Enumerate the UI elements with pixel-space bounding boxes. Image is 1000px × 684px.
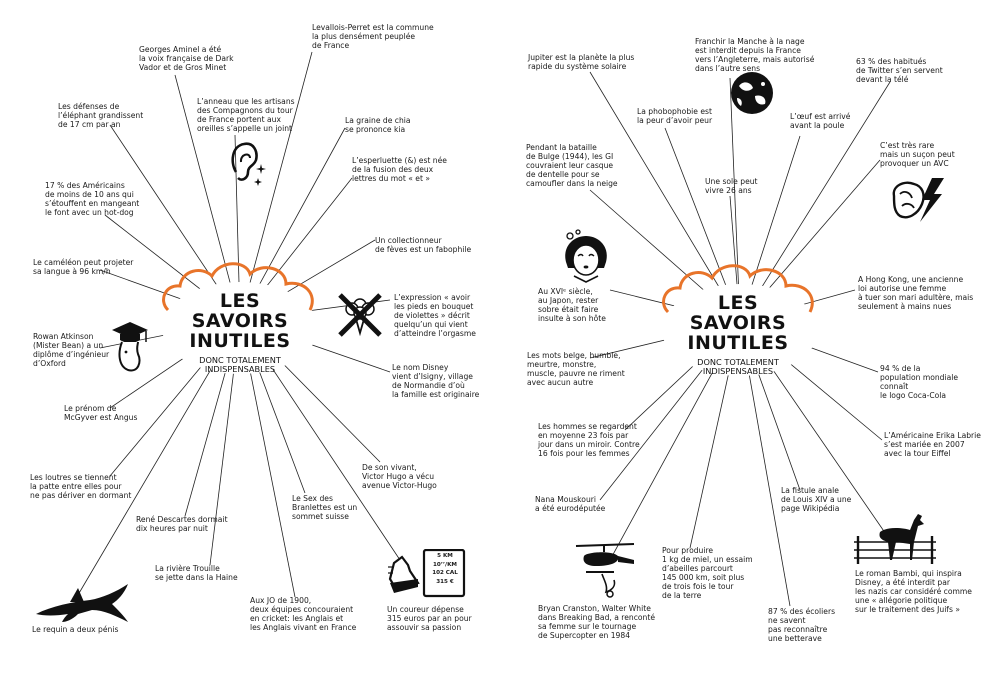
right-hub-title-block bbox=[668, 294, 808, 377]
left-hub-subtitle: DONC TOTALEMENT INDISPENSABLES bbox=[199, 354, 281, 375]
fact-cameleon: Le caméléon peut projeter sa langue à 96 km/h bbox=[33, 258, 134, 276]
fact-atkinson: Rowan Atkinson (Mister Bean) a un diplôme d’ingénieur d’Oxford bbox=[33, 332, 110, 368]
left-hub-title: LES SAVOIRS INUTILES bbox=[189, 290, 291, 352]
fact-violettes: L’expression « avoir les pieds en bouquet de violettes » décrit quelqu’un qui vient d’atteindre l’orgasme bbox=[394, 293, 476, 338]
fact-mouskouri: Nana Mouskouri a été eurodéputée bbox=[535, 495, 606, 513]
earth-globe-icon bbox=[729, 70, 775, 116]
fact-mcgyver: Le prénom de McGyver est Angus bbox=[64, 404, 138, 422]
fact-descartes: René Descartes dormait dix heures par nuit bbox=[136, 515, 228, 533]
fact-jupiter: Jupiter est la planète la plus rapide du système solaire bbox=[528, 53, 635, 71]
fact-aminel: Georges Aminel a été la voix française de Dark Vador et de Gros Minet bbox=[139, 45, 234, 72]
runner-stat-pace: 10’’/KM bbox=[433, 561, 457, 568]
fact-tour-eiffel: L’Américaine Erika Labrie s’est mariée en 2007 avec la tour Eiffel bbox=[884, 431, 981, 458]
fact-disney: Le nom Disney vient d’Isigny, village de Normandie d’où la famille est originaire bbox=[392, 363, 480, 399]
fact-trouille: La rivière Trouille se jette dans la Haine bbox=[155, 564, 238, 582]
runner-stats bbox=[425, 552, 465, 587]
fact-loutres: Les loutres se tiennent la patte entre elles pour ne pas dériver en dormant bbox=[30, 473, 132, 500]
runner-stat-calories: 102 CAL bbox=[432, 570, 458, 577]
fact-bambi: Le roman Bambi, qui inspira Disney, a été interdit par les nazis car considéré comme une « allégorie politique sur le traitement des Juifs » bbox=[855, 569, 972, 614]
fact-hong-kong: A Hong Kong, une ancienne loi autorise une femme à tuer son mari adultère, mais seulement à mains nues bbox=[858, 275, 974, 311]
right-hub-title: LES SAVOIRS INUTILES bbox=[687, 292, 789, 354]
fact-elephant: Les défenses de l’éléphant grandissent de 17 cm par an bbox=[58, 102, 144, 129]
fact-betterave: 87 % des écoliers ne savent pas reconnaître une betterave bbox=[768, 607, 836, 643]
fact-fabophile: Un collectionneur de fèves est un fabophile bbox=[375, 236, 472, 254]
fact-oeuf: L’œuf est arrivé avant la poule bbox=[790, 112, 851, 130]
fact-rimes: Les mots belge, humble, meurtre, monstre, muscle, pauvre ne riment avec aucun autre bbox=[527, 351, 625, 387]
helicopter-icon bbox=[572, 540, 638, 600]
fact-victor-hugo: De son vivant, Victor Hugo a vécu avenue Victor-Hugo bbox=[362, 463, 437, 490]
fact-cranston: Bryan Cranston, Walter White dans Breaking Bad, a renconté sa femme sur le tournage de Supercopter en 1984 bbox=[538, 604, 656, 640]
right-hub-subtitle: DONC TOTALEMENT INDISPENSABLES bbox=[697, 356, 779, 377]
fact-louis-xiv: La fistule anale de Louis XIV a une page Wikipédia bbox=[781, 486, 852, 513]
fact-coureur: Un coureur dépense 315 euros par an pour assouvir sa passion bbox=[387, 605, 472, 632]
ear-icon bbox=[228, 138, 268, 190]
fact-coca-cola: 94 % de la population mondiale connaît le logo Coca-Cola bbox=[880, 364, 959, 400]
stroke-lightning-icon bbox=[888, 176, 954, 236]
fact-bulge: Pendant la bataille de Bulge (1944), les GI couvraient leur casque de dentelle pour se camoufler dans la neige bbox=[526, 143, 618, 188]
fact-branlettes: Le Sex des Branlettes est un sommet suisse bbox=[292, 494, 358, 521]
fact-compagnons: L’anneau que les artisans des Compagnons du tour de France portent aux oreilles s’appelle un joint bbox=[197, 97, 295, 133]
fact-miel: Pour produire 1 kg de miel, un essaim d’abeilles parcourt 145 000 km, soit plus de trois fois le tour de la terre bbox=[662, 546, 753, 600]
geisha-icon bbox=[560, 228, 612, 284]
fact-phobophobie: La phobophobie est la peur d’avoir peur bbox=[637, 107, 713, 125]
graduation-bean-icon bbox=[108, 318, 150, 374]
deer-fence-icon bbox=[852, 506, 938, 566]
fact-chia: La graine de chia se prononce kia bbox=[345, 116, 411, 134]
fact-twitter: 63 % des habitués de Twitter s’en servent devant la télé bbox=[856, 57, 943, 84]
crossed-bouquet-icon bbox=[336, 291, 384, 339]
fact-miroir: Les hommes se regardent en moyenne 23 fois par jour dans un miroir. Contre 16 fois pour les femmes bbox=[538, 422, 640, 458]
fact-japon: Au XVIᵉ siècle, au Japon, rester sobre était faire insulte à son hôte bbox=[538, 287, 606, 323]
fact-hotdog: 17 % des Américains de moins de 10 ans qui s’étouffent en mangeant le font avec un hot-dog bbox=[45, 181, 140, 217]
fact-manche: Franchir la Manche à la nage est interdit depuis la France vers l’Angleterre, mais autorisé dans l’autre sens bbox=[695, 37, 815, 73]
fact-sucon: C’est très rare mais un suçon peut provoquer un AVC bbox=[880, 141, 955, 168]
fact-jo-1900: Aux JO de 1900, deux équipes concouraient en cricket: les Anglais et les Anglais vivant en France bbox=[250, 596, 357, 632]
fact-esperluette: L’esperluette (&) est née de la fusion des deux lettres du mot « et » bbox=[352, 156, 447, 183]
left-hub-title-block bbox=[170, 292, 310, 375]
fact-sole: Une sole peut vivre 26 ans bbox=[705, 177, 758, 195]
runner-stat-cost: 315 € bbox=[436, 578, 454, 585]
fact-requin: Le requin a deux pénis bbox=[32, 625, 119, 634]
runner-stat-distance: 5 KM bbox=[437, 553, 453, 559]
fact-levallois: Levallois-Perret est la commune la plus densément peuplée de France bbox=[312, 23, 434, 50]
shark-icon bbox=[32, 580, 132, 624]
